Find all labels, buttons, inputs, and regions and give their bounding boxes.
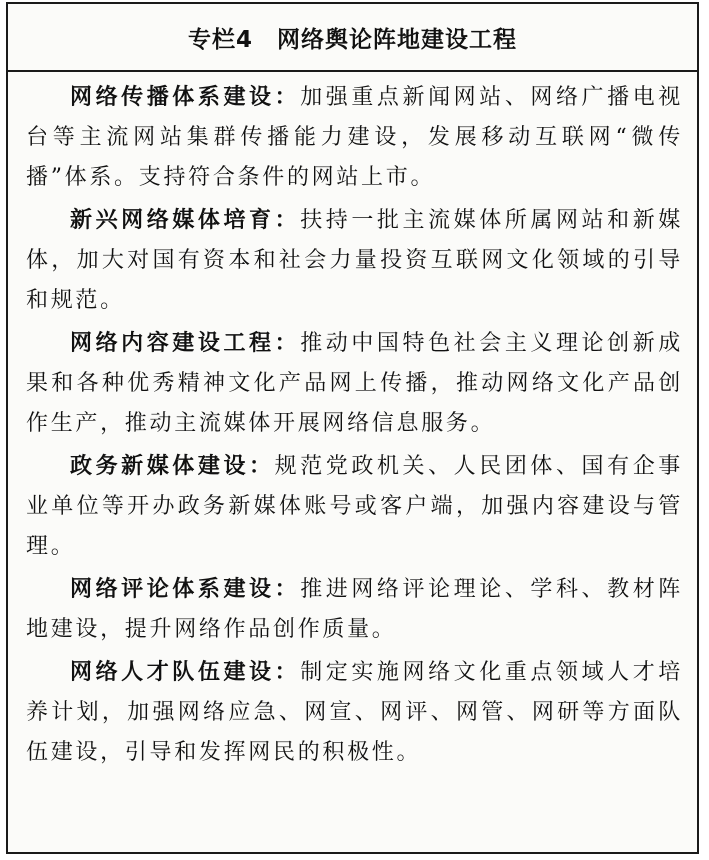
section-heading: 网络人才队伍建设： — [70, 660, 301, 685]
section-network-dissemination — [26, 78, 683, 198]
section-text: 规范党政机关、人民团体、国有企事业单位等开办政务新媒体账号或客户端，加强内容建设与管理。 — [26, 454, 683, 559]
section-heading: 新兴网络媒体培育： — [70, 208, 301, 233]
section-government-new-media — [26, 447, 683, 567]
section-heading: 网络评论体系建设： — [70, 577, 301, 602]
section-text: 扶持一批主流媒体所属网站和新媒体，加大对国有资本和社会力量投资互联网文化领域的引导和规范。 — [26, 208, 683, 313]
section-text: 推动中国特色社会主义理论创新成果和各种优秀精神文化产品网上传播，推动网络文化产品创作生产，推动主流媒体开展网络信息服务。 — [26, 331, 683, 436]
section-heading: 网络传播体系建设： — [70, 85, 301, 110]
column-body — [8, 72, 697, 776]
section-commentary-system — [26, 570, 683, 650]
column-header — [8, 4, 697, 72]
section-content-construction — [26, 324, 683, 444]
section-text: 制定实施网络文化重点领域人才培养计划，加强网络应急、网宣、网评、网管、网研等方面队伍建设，引导和发挥网民的积极性。 — [26, 660, 683, 765]
section-heading: 网络内容建设工程： — [70, 331, 301, 356]
section-heading: 政务新媒体建设： — [70, 454, 275, 479]
column-label: 专栏4 — [187, 26, 253, 53]
column-title: 网络舆论阵地建设工程 — [277, 26, 517, 53]
section-text: 加强重点新闻网站、网络广播电视台等主流网站集群传播能力建设，发展移动互联网“微传播”体系。支持符合条件的网站上市。 — [26, 85, 683, 190]
section-talent-team — [26, 653, 683, 773]
section-text: 推进网络评论理论、学科、教材阵地建设，提升网络作品创作质量。 — [26, 577, 683, 642]
column-box — [6, 2, 699, 854]
section-new-media-cultivation — [26, 201, 683, 321]
